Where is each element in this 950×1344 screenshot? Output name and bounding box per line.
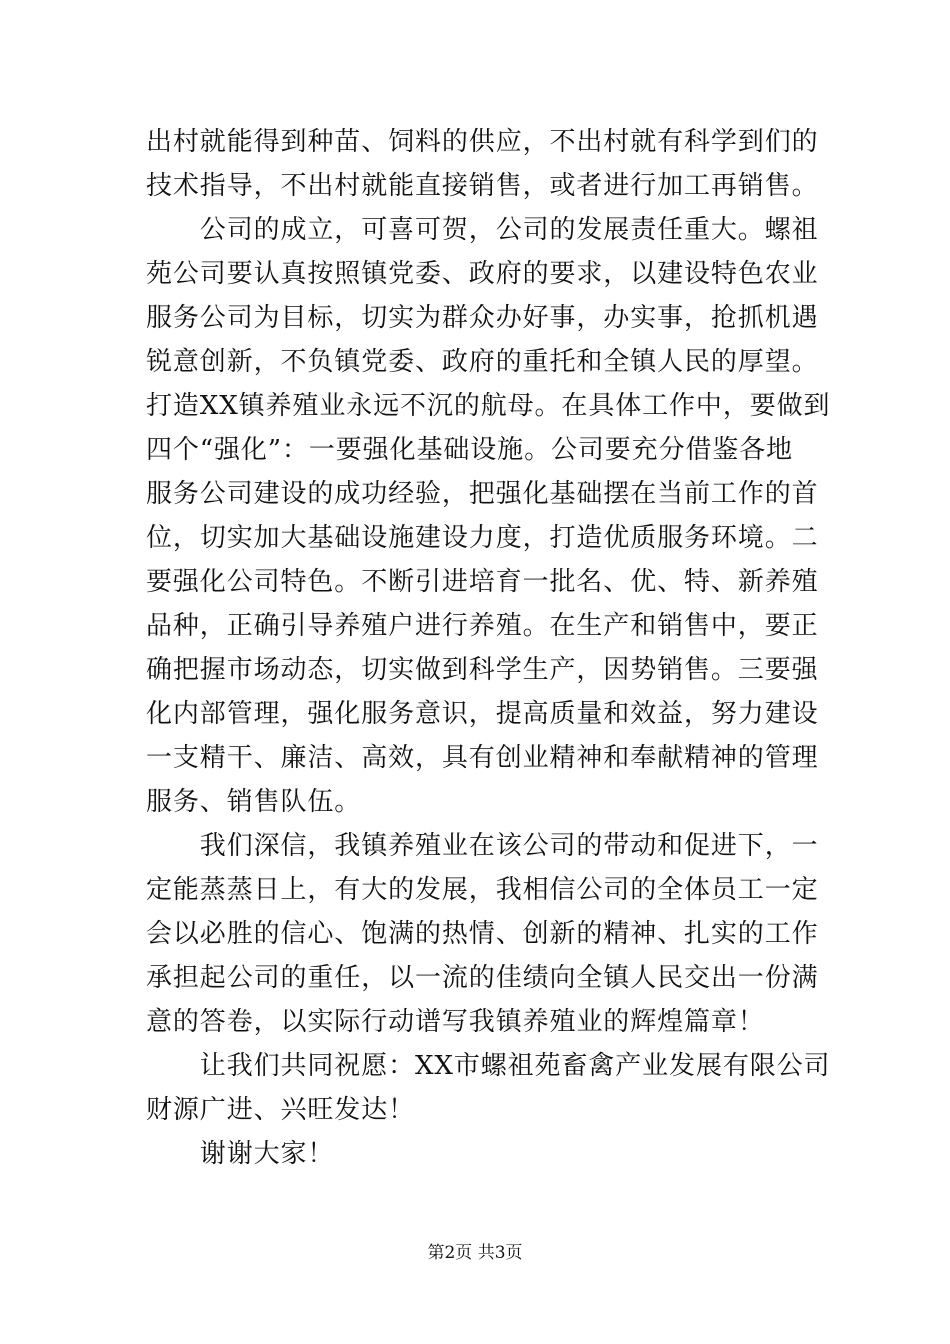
text-line: 技术指导，不出村就能直接销售，或者进行加工再销售。 <box>146 171 819 201</box>
text-line: 谢谢大家！ <box>146 1139 335 1169</box>
text-line: 公司的成立，可喜可贺，公司的发展责任重大。螺祖 <box>146 215 819 245</box>
text-line: 会以必胜的信心、饱满的热情、创新的精神、扎实的工作 <box>146 919 819 949</box>
text-line: 意的答卷，以实际行动谱写我镇养殖业的辉煌篇章！ <box>146 1007 765 1037</box>
text-line: 要强化公司特色。不断引进培育一批名、优、特、新养殖 <box>146 567 819 597</box>
text-line: 位，切实加大基础设施建设力度，打造优质服务环境。二 <box>146 523 819 553</box>
text-line: 定能蒸蒸日上，有大的发展，我相信公司的全体员工一定 <box>146 875 819 905</box>
text-line: 服务公司建设的成功经验，把强化基础摆在当前工作的首 <box>146 479 819 509</box>
text-line: 打造XX镇养殖业永远不沉的航母。在具体工作中，要做到 <box>146 391 831 421</box>
text-line: 我们深信，我镇养殖业在该公司的带动和促进下，一 <box>146 831 819 861</box>
text-line: 让我们共同祝愿：XX市螺祖苑畜禽产业发展有限公司 <box>146 1051 831 1081</box>
page-number-footer: 第2页 共3页 <box>427 1243 523 1263</box>
text-line: 确把握市场动态，切实做到科学生产，因势销售。三要强 <box>146 655 819 685</box>
text-line: 一支精干、廉洁、高效，具有创业精神和奉献精神的管理 <box>146 743 819 773</box>
text-line: 四个“强化”：一要强化基础设施。公司要充分借鉴各地 <box>146 435 794 465</box>
text-line: 服务公司为目标，切实为群众办好事，办实事，抢抓机遇 <box>146 303 819 333</box>
text-line: 承担起公司的重任，以一流的佳绩向全镇人民交出一份满 <box>146 963 819 993</box>
text-line: 财源广进、兴旺发达！ <box>146 1095 416 1125</box>
text-line: 品种，正确引导养殖户进行养殖。在生产和销售中，要正 <box>146 611 819 641</box>
text-line: 化内部管理，强化服务意识，提高质量和效益，努力建设 <box>146 699 819 729</box>
text-line: 出村就能得到种苗、饲料的供应，不出村就有科学到们的 <box>146 127 819 157</box>
text-line: 锐意创新，不负镇党委、政府的重托和全镇人民的厚望。 <box>146 347 819 377</box>
text-line: 服务、销售队伍。 <box>146 787 362 817</box>
text-line: 苑公司要认真按照镇党委、政府的要求，以建设特色农业 <box>146 259 819 289</box>
